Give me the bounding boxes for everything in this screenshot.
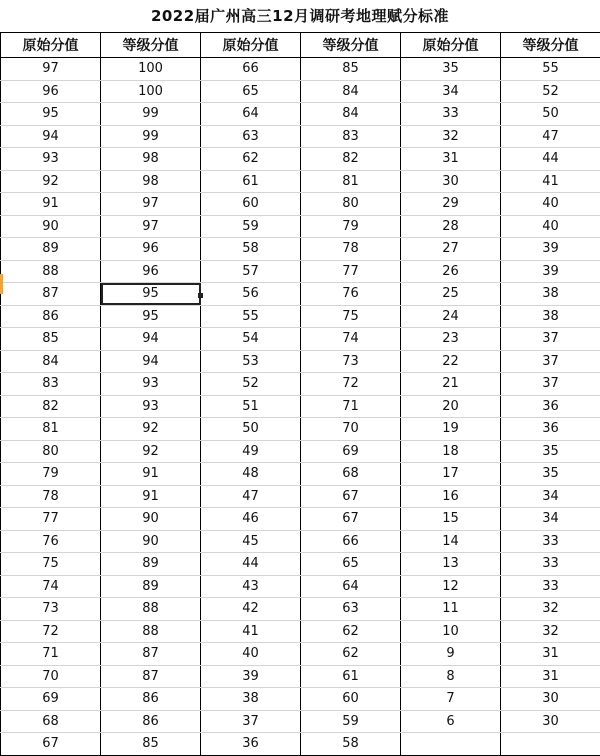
raw-score-cell[interactable]: 66 [201,58,301,81]
grade-score-cell[interactable]: 89 [101,575,201,598]
raw-score-cell[interactable]: 23 [401,328,501,351]
grade-score-cell[interactable]: 37 [501,328,600,351]
table-row [1,238,600,261]
grade-score-cell[interactable]: 89 [101,553,201,576]
raw-score-cell[interactable]: 27 [401,238,501,261]
raw-score-cell[interactable]: 26 [401,260,501,283]
raw-score-cell[interactable]: 81 [1,418,101,441]
raw-score-cell[interactable]: 19 [401,418,501,441]
grade-score-cell[interactable]: 35 [501,463,600,486]
table-row [1,283,600,306]
raw-score-cell[interactable]: 50 [201,418,301,441]
grade-score-cell[interactable]: 94 [101,328,201,351]
grade-score-cell[interactable]: 95 [101,283,201,306]
table-row [1,260,600,283]
grade-score-cell[interactable]: 60 [301,688,401,711]
raw-score-cell[interactable]: 61 [201,170,301,193]
raw-score-cell[interactable]: 59 [201,215,301,238]
grade-score-cell[interactable]: 73 [301,350,401,373]
raw-score-cell[interactable]: 31 [401,148,501,171]
raw-score-cell[interactable]: 69 [1,688,101,711]
grade-score-cell[interactable]: 95 [101,305,201,328]
grade-score-cell[interactable]: 81 [301,170,401,193]
grade-score-cell[interactable]: 96 [101,260,201,283]
table-row [1,170,600,193]
grade-score-cell[interactable]: 75 [301,305,401,328]
grade-score-cell[interactable]: 69 [301,440,401,463]
table-row [1,148,600,171]
table-row [1,103,600,126]
table-row [1,440,600,463]
grade-score-cell[interactable]: 93 [101,373,201,396]
raw-score-cell[interactable]: 37 [201,710,301,733]
table-row [1,620,600,643]
grade-score-cell[interactable]: 36 [501,395,600,418]
raw-score-cell[interactable]: 92 [1,170,101,193]
raw-score-cell[interactable]: 67 [1,733,101,756]
raw-score-cell[interactable]: 63 [201,125,301,148]
raw-score-cell[interactable]: 11 [401,598,501,621]
raw-score-cell[interactable]: 80 [1,440,101,463]
raw-score-cell[interactable]: 40 [201,643,301,666]
grade-score-cell[interactable]: 32 [501,598,600,621]
raw-score-cell[interactable]: 94 [1,125,101,148]
grade-score-cell[interactable]: 31 [501,665,600,688]
table-row [1,710,600,733]
raw-score-cell[interactable]: 71 [1,643,101,666]
grade-score-cell[interactable]: 96 [101,238,201,261]
grade-score-cell[interactable]: 79 [301,215,401,238]
grade-score-cell[interactable]: 92 [101,440,201,463]
raw-score-cell[interactable]: 34 [401,80,501,103]
grade-score-cell[interactable]: 86 [101,710,201,733]
raw-score-cell[interactable]: 97 [1,58,101,81]
raw-score-cell[interactable]: 87 [1,283,101,306]
grade-score-cell[interactable]: 55 [501,58,600,81]
raw-score-cell[interactable]: 43 [201,575,301,598]
grade-score-cell[interactable]: 76 [301,283,401,306]
table-row [1,305,600,328]
raw-score-cell[interactable]: 42 [201,598,301,621]
grade-score-cell[interactable]: 32 [501,620,600,643]
grade-score-cell[interactable]: 31 [501,643,600,666]
header-row [1,33,600,58]
grade-score-cell[interactable]: 83 [301,125,401,148]
raw-score-cell[interactable]: 56 [201,283,301,306]
raw-score-cell[interactable]: 22 [401,350,501,373]
raw-score-cell[interactable]: 24 [401,305,501,328]
raw-score-cell[interactable]: 18 [401,440,501,463]
grade-score-cell[interactable]: 58 [301,733,401,756]
raw-score-cell[interactable]: 53 [201,350,301,373]
raw-score-cell[interactable]: 72 [1,620,101,643]
grade-score-cell[interactable]: 37 [501,350,600,373]
sheet-title: 2022届广州高三12月调研考地理赋分标准 [0,0,600,32]
raw-score-cell[interactable]: 85 [1,328,101,351]
header-cell-grade-score[interactable]: 等级分值 [301,33,401,58]
table-row [1,643,600,666]
grade-score-cell[interactable]: 39 [501,238,600,261]
grade-score-cell[interactable]: 63 [301,598,401,621]
score-conversion-table [0,32,600,756]
grade-score-cell[interactable]: 44 [501,148,600,171]
raw-score-cell[interactable]: 64 [201,103,301,126]
raw-score-cell[interactable]: 65 [201,80,301,103]
grade-score-cell[interactable]: 65 [301,553,401,576]
raw-score-cell[interactable]: 16 [401,485,501,508]
raw-score-cell[interactable]: 73 [1,598,101,621]
grade-score-cell[interactable]: 62 [301,620,401,643]
grade-score-cell[interactable]: 98 [101,170,201,193]
grade-score-cell[interactable]: 93 [101,395,201,418]
raw-score-cell[interactable]: 75 [1,553,101,576]
header-cell-raw-score[interactable]: 原始分值 [1,33,101,58]
table-row [1,485,600,508]
grade-score-cell[interactable]: 98 [101,148,201,171]
grade-score-cell[interactable]: 85 [101,733,201,756]
table-row [1,373,600,396]
table-body [1,58,600,756]
grade-score-cell[interactable]: 37 [501,373,600,396]
raw-score-cell[interactable]: 51 [201,395,301,418]
raw-score-cell[interactable]: 14 [401,530,501,553]
raw-score-cell[interactable]: 29 [401,193,501,216]
grade-score-cell[interactable]: 36 [501,418,600,441]
grade-score-cell[interactable]: 38 [501,305,600,328]
grade-score-cell[interactable]: 90 [101,530,201,553]
grade-score-cell[interactable]: 52 [501,80,600,103]
grade-score-cell[interactable]: 50 [501,103,600,126]
raw-score-cell[interactable]: 35 [401,58,501,81]
grade-score-cell[interactable]: 30 [501,688,600,711]
grade-score-cell[interactable]: 67 [301,508,401,531]
raw-score-cell[interactable]: 10 [401,620,501,643]
raw-score-cell[interactable]: 21 [401,373,501,396]
raw-score-cell[interactable]: 90 [1,215,101,238]
raw-score-cell[interactable]: 89 [1,238,101,261]
grade-score-cell[interactable]: 88 [101,620,201,643]
grade-score-cell[interactable]: 78 [301,238,401,261]
grade-score-cell[interactable]: 88 [101,598,201,621]
grade-score-cell[interactable]: 85 [301,58,401,81]
grade-score-cell[interactable]: 100 [101,80,201,103]
raw-score-cell[interactable]: 82 [1,395,101,418]
grade-score-cell[interactable]: 77 [301,260,401,283]
grade-score-cell[interactable]: 99 [101,103,201,126]
raw-score-cell[interactable]: 86 [1,305,101,328]
raw-score-cell[interactable]: 20 [401,395,501,418]
raw-score-cell[interactable]: 41 [201,620,301,643]
raw-score-cell[interactable]: 32 [401,125,501,148]
raw-score-cell[interactable]: 57 [201,260,301,283]
grade-score-cell[interactable]: 33 [501,575,600,598]
grade-score-cell[interactable]: 84 [301,80,401,103]
raw-score-cell[interactable]: 93 [1,148,101,171]
grade-score-cell[interactable]: 67 [301,485,401,508]
grade-score-cell[interactable]: 40 [501,215,600,238]
grade-score-cell[interactable]: 86 [101,688,201,711]
raw-score-cell[interactable]: 36 [201,733,301,756]
raw-score-cell[interactable]: 84 [1,350,101,373]
raw-score-cell[interactable]: 95 [1,103,101,126]
grade-score-cell[interactable]: 87 [101,665,201,688]
raw-score-cell[interactable]: 30 [401,170,501,193]
raw-score-cell[interactable]: 28 [401,215,501,238]
grade-score-cell[interactable]: 91 [101,485,201,508]
raw-score-cell[interactable]: 39 [201,665,301,688]
table-row [1,688,600,711]
table-row [1,508,600,531]
raw-score-cell[interactable]: 47 [201,485,301,508]
raw-score-cell[interactable]: 13 [401,553,501,576]
raw-score-cell[interactable]: 79 [1,463,101,486]
grade-score-cell[interactable]: 80 [301,193,401,216]
raw-score-cell[interactable]: 55 [201,305,301,328]
table-row [1,733,600,756]
table-row [1,193,600,216]
raw-score-cell[interactable]: 6 [401,710,501,733]
grade-score-cell[interactable]: 40 [501,193,600,216]
grade-score-cell[interactable]: 90 [101,508,201,531]
table-row [1,58,600,81]
grade-score-cell[interactable]: 87 [101,643,201,666]
grade-score-cell[interactable]: 34 [501,508,600,531]
grade-score-cell[interactable]: 30 [501,710,600,733]
grade-score-cell[interactable]: 97 [101,215,201,238]
raw-score-cell[interactable]: 62 [201,148,301,171]
raw-score-cell[interactable]: 74 [1,575,101,598]
raw-score-cell[interactable]: 12 [401,575,501,598]
grade-score-cell[interactable]: 68 [301,463,401,486]
table-row [1,395,600,418]
raw-score-cell[interactable]: 70 [1,665,101,688]
raw-score-cell[interactable]: 49 [201,440,301,463]
grade-score-cell[interactable]: 35 [501,440,600,463]
raw-score-cell[interactable]: 88 [1,260,101,283]
raw-score-cell[interactable]: 96 [1,80,101,103]
grade-score-cell[interactable]: 72 [301,373,401,396]
raw-score-cell[interactable] [401,733,501,756]
grade-score-cell[interactable]: 59 [301,710,401,733]
table-row [1,328,600,351]
raw-score-cell[interactable]: 25 [401,283,501,306]
grade-score-cell[interactable]: 41 [501,170,600,193]
raw-score-cell[interactable]: 46 [201,508,301,531]
table-row [1,553,600,576]
grade-score-cell[interactable]: 39 [501,260,600,283]
raw-score-cell[interactable]: 44 [201,553,301,576]
raw-score-cell[interactable]: 91 [1,193,101,216]
header-cell-raw-score[interactable]: 原始分值 [201,33,301,58]
grade-score-cell[interactable]: 91 [101,463,201,486]
grade-score-cell[interactable]: 92 [101,418,201,441]
raw-score-cell[interactable]: 17 [401,463,501,486]
table-row [1,598,600,621]
raw-score-cell[interactable]: 45 [201,530,301,553]
raw-score-cell[interactable]: 38 [201,688,301,711]
grade-score-cell[interactable]: 33 [501,553,600,576]
raw-score-cell[interactable]: 58 [201,238,301,261]
grade-score-cell[interactable]: 71 [301,395,401,418]
raw-score-cell[interactable]: 83 [1,373,101,396]
table-row [1,575,600,598]
grade-score-cell[interactable]: 99 [101,125,201,148]
grade-score-cell[interactable]: 74 [301,328,401,351]
raw-score-cell[interactable]: 7 [401,688,501,711]
header-cell-grade-score[interactable]: 等级分值 [501,33,600,58]
raw-score-cell[interactable]: 33 [401,103,501,126]
raw-score-cell[interactable]: 15 [401,508,501,531]
raw-score-cell[interactable]: 9 [401,643,501,666]
header-cell-grade-score[interactable]: 等级分值 [101,33,201,58]
grade-score-cell[interactable] [501,733,600,756]
raw-score-cell[interactable]: 60 [201,193,301,216]
table-row [1,463,600,486]
grade-score-cell[interactable]: 100 [101,58,201,81]
grade-score-cell[interactable]: 64 [301,575,401,598]
table-row [1,80,600,103]
raw-score-cell[interactable]: 76 [1,530,101,553]
raw-score-cell[interactable]: 54 [201,328,301,351]
grade-score-cell[interactable]: 61 [301,665,401,688]
grade-score-cell[interactable]: 62 [301,643,401,666]
table-row [1,215,600,238]
grade-score-cell[interactable]: 94 [101,350,201,373]
grade-score-cell[interactable]: 33 [501,530,600,553]
selection-fill-handle[interactable] [198,293,203,298]
table-row [1,418,600,441]
grade-score-cell[interactable]: 66 [301,530,401,553]
grade-score-cell[interactable]: 84 [301,103,401,126]
grade-score-cell[interactable]: 34 [501,485,600,508]
grade-score-cell[interactable]: 82 [301,148,401,171]
grade-score-cell[interactable]: 70 [301,418,401,441]
header-cell-raw-score[interactable]: 原始分值 [401,33,501,58]
table-row [1,530,600,553]
raw-score-cell[interactable]: 52 [201,373,301,396]
raw-score-cell[interactable]: 77 [1,508,101,531]
active-row-marker [0,274,3,294]
table-row [1,665,600,688]
grade-score-cell[interactable]: 38 [501,283,600,306]
raw-score-cell[interactable]: 78 [1,485,101,508]
raw-score-cell[interactable]: 48 [201,463,301,486]
raw-score-cell[interactable]: 8 [401,665,501,688]
raw-score-cell[interactable]: 68 [1,710,101,733]
table-row [1,350,600,373]
table-row [1,125,600,148]
grade-score-cell[interactable]: 47 [501,125,600,148]
grade-score-cell[interactable]: 97 [101,193,201,216]
